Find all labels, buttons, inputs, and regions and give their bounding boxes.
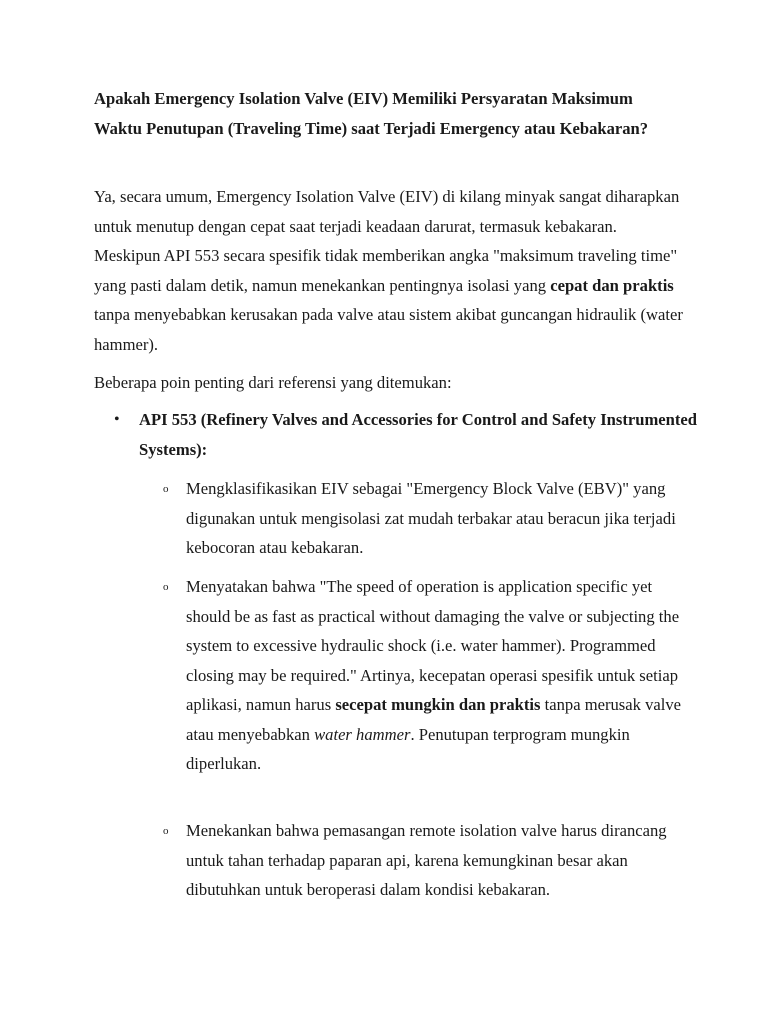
intro-bold-text: cepat dan praktis (550, 275, 674, 295)
sub-bullet-icon: o (163, 483, 169, 495)
speed-text-b: tanpa merusak valve atau menyebabkan (186, 695, 682, 744)
points-intro-paragraph: Beberapa poin penting dari referensi yang ditemukan: (94, 373, 452, 392)
sub-list-item-classification: Mengklasifikasikan EIV sebagai "Emergency Block Valve (EBV)" yang digunakan untuk mengisolasi zat mudah terbakar atau beracun jika terjadi kebocoran atau kebakaran. (186, 479, 676, 557)
sub-bullet-icon: o (163, 581, 169, 593)
section-heading: Apakah Emergency Isolation Valve (EIV) Memiliki Persyaratan Maksimum Waktu Penutupan (Traveling Time) saat Terjadi Emergency atau Kebakaran? (94, 89, 649, 138)
intro-text-b: tanpa menyebabkan kerusakan pada valve atau sistem akibat guncangan hidraulik (water hammer). (94, 305, 683, 354)
bullet-icon: • (114, 411, 120, 428)
speed-bold-text: secepat mungkin dan praktis (335, 695, 541, 714)
speed-text-c: . Penutupan terprogram mungkin diperlukan. (186, 724, 630, 773)
sub-bullet-icon: o (163, 825, 169, 837)
speed-italic-text: water hammer (314, 724, 411, 744)
list-item-api553: API 553 (Refinery Valves and Accessories for Control and Safety Instrumented Systems): (139, 410, 698, 459)
intro-paragraph (94, 182, 684, 359)
speed-text-a: Menyatakan bahwa "The speed of operation is application specific yet should be as fast as practical without damaging the valve or subjecting the system to excessive hydraulic shock (i.e. water hammer). Programmed closing may be required." Artinya, kecepatan operasi spesifik untuk setiap aplikasi, namun harus (186, 577, 680, 714)
intro-text-a: Ya, secara umum, Emergency Isolation Valve (EIV) di kilang minyak sangat diharapkan untuk menutup dengan cepat saat terjadi keadaan darurat, termasuk kebakaran. Meskipun API 553 secara spesifik tidak memberikan angka "maksimum traveling time" yang pasti dalam detik, namun menekankan pentingnya isolasi yang (94, 187, 680, 295)
sub-list-item-speed-of-operation (186, 572, 686, 779)
sub-list-item-fire-exposure: Menekankan bahwa pemasangan remote isolation valve harus dirancang untuk tahan terhadap paparan api, karena kemungkinan besar akan dibutuhkan untuk beroperasi dalam kondisi kebakaran. (186, 821, 667, 899)
